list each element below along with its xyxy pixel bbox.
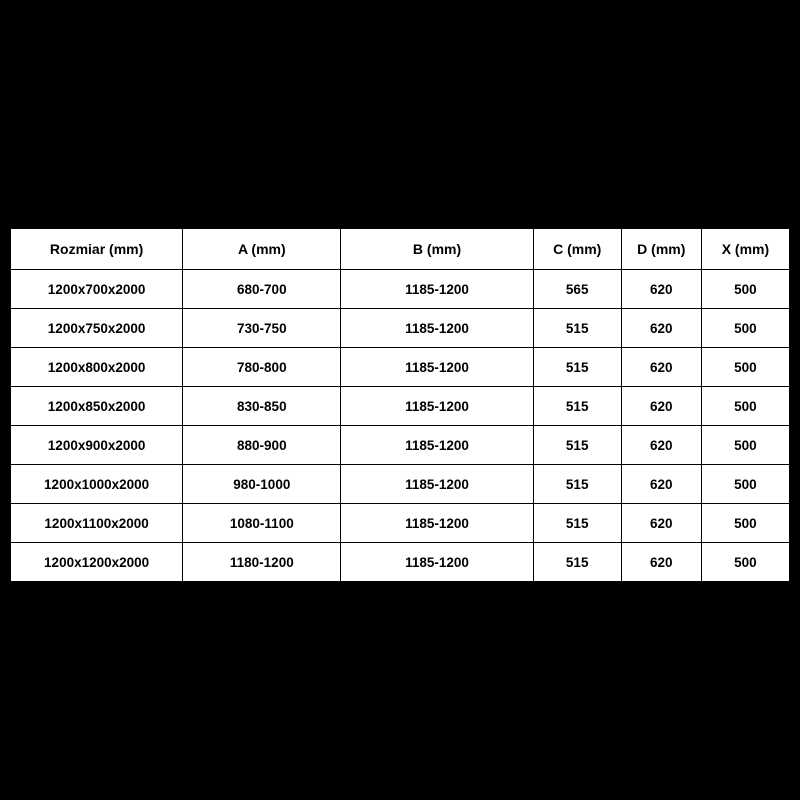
table-header-row [11, 229, 790, 270]
cell-rozmiar: 1200x1100x2000 [11, 504, 183, 543]
cell-a: 1080-1100 [183, 504, 341, 543]
cell-c: 515 [533, 465, 621, 504]
cell-a: 780-800 [183, 348, 341, 387]
column-header-c: C (mm) [533, 229, 621, 270]
column-header-b: B (mm) [341, 229, 533, 270]
table-row [11, 348, 790, 387]
cell-c: 515 [533, 504, 621, 543]
column-header-x: X (mm) [701, 229, 789, 270]
cell-c: 515 [533, 426, 621, 465]
cell-x: 500 [701, 543, 789, 582]
cell-x: 500 [701, 465, 789, 504]
column-header-d: D (mm) [621, 229, 701, 270]
table-row [11, 465, 790, 504]
cell-c: 565 [533, 270, 621, 309]
table-row [11, 270, 790, 309]
cell-b: 1185-1200 [341, 504, 533, 543]
cell-d: 620 [621, 465, 701, 504]
cell-rozmiar: 1200x750x2000 [11, 309, 183, 348]
cell-d: 620 [621, 387, 701, 426]
cell-d: 620 [621, 504, 701, 543]
cell-d: 620 [621, 543, 701, 582]
cell-b: 1185-1200 [341, 309, 533, 348]
cell-a: 830-850 [183, 387, 341, 426]
cell-d: 620 [621, 270, 701, 309]
cell-x: 500 [701, 504, 789, 543]
size-table-container [10, 228, 790, 582]
cell-rozmiar: 1200x800x2000 [11, 348, 183, 387]
cell-b: 1185-1200 [341, 426, 533, 465]
cell-c: 515 [533, 309, 621, 348]
cell-c: 515 [533, 543, 621, 582]
cell-x: 500 [701, 387, 789, 426]
column-header-rozmiar: Rozmiar (mm) [11, 229, 183, 270]
cell-a: 980-1000 [183, 465, 341, 504]
cell-x: 500 [701, 309, 789, 348]
cell-rozmiar: 1200x850x2000 [11, 387, 183, 426]
table-header [11, 229, 790, 270]
cell-rozmiar: 1200x1000x2000 [11, 465, 183, 504]
cell-c: 515 [533, 387, 621, 426]
cell-d: 620 [621, 426, 701, 465]
cell-b: 1185-1200 [341, 543, 533, 582]
column-header-a: A (mm) [183, 229, 341, 270]
cell-rozmiar: 1200x700x2000 [11, 270, 183, 309]
table-body [11, 270, 790, 582]
cell-b: 1185-1200 [341, 387, 533, 426]
table-row [11, 504, 790, 543]
cell-d: 620 [621, 309, 701, 348]
cell-c: 515 [533, 348, 621, 387]
cell-d: 620 [621, 348, 701, 387]
cell-a: 880-900 [183, 426, 341, 465]
cell-b: 1185-1200 [341, 348, 533, 387]
table-row [11, 309, 790, 348]
cell-a: 680-700 [183, 270, 341, 309]
cell-b: 1185-1200 [341, 465, 533, 504]
cell-rozmiar: 1200x900x2000 [11, 426, 183, 465]
cell-rozmiar: 1200x1200x2000 [11, 543, 183, 582]
cell-x: 500 [701, 270, 789, 309]
table-row [11, 543, 790, 582]
size-table [10, 228, 790, 582]
cell-a: 1180-1200 [183, 543, 341, 582]
cell-a: 730-750 [183, 309, 341, 348]
table-row [11, 426, 790, 465]
cell-b: 1185-1200 [341, 270, 533, 309]
cell-x: 500 [701, 348, 789, 387]
cell-x: 500 [701, 426, 789, 465]
table-row [11, 387, 790, 426]
